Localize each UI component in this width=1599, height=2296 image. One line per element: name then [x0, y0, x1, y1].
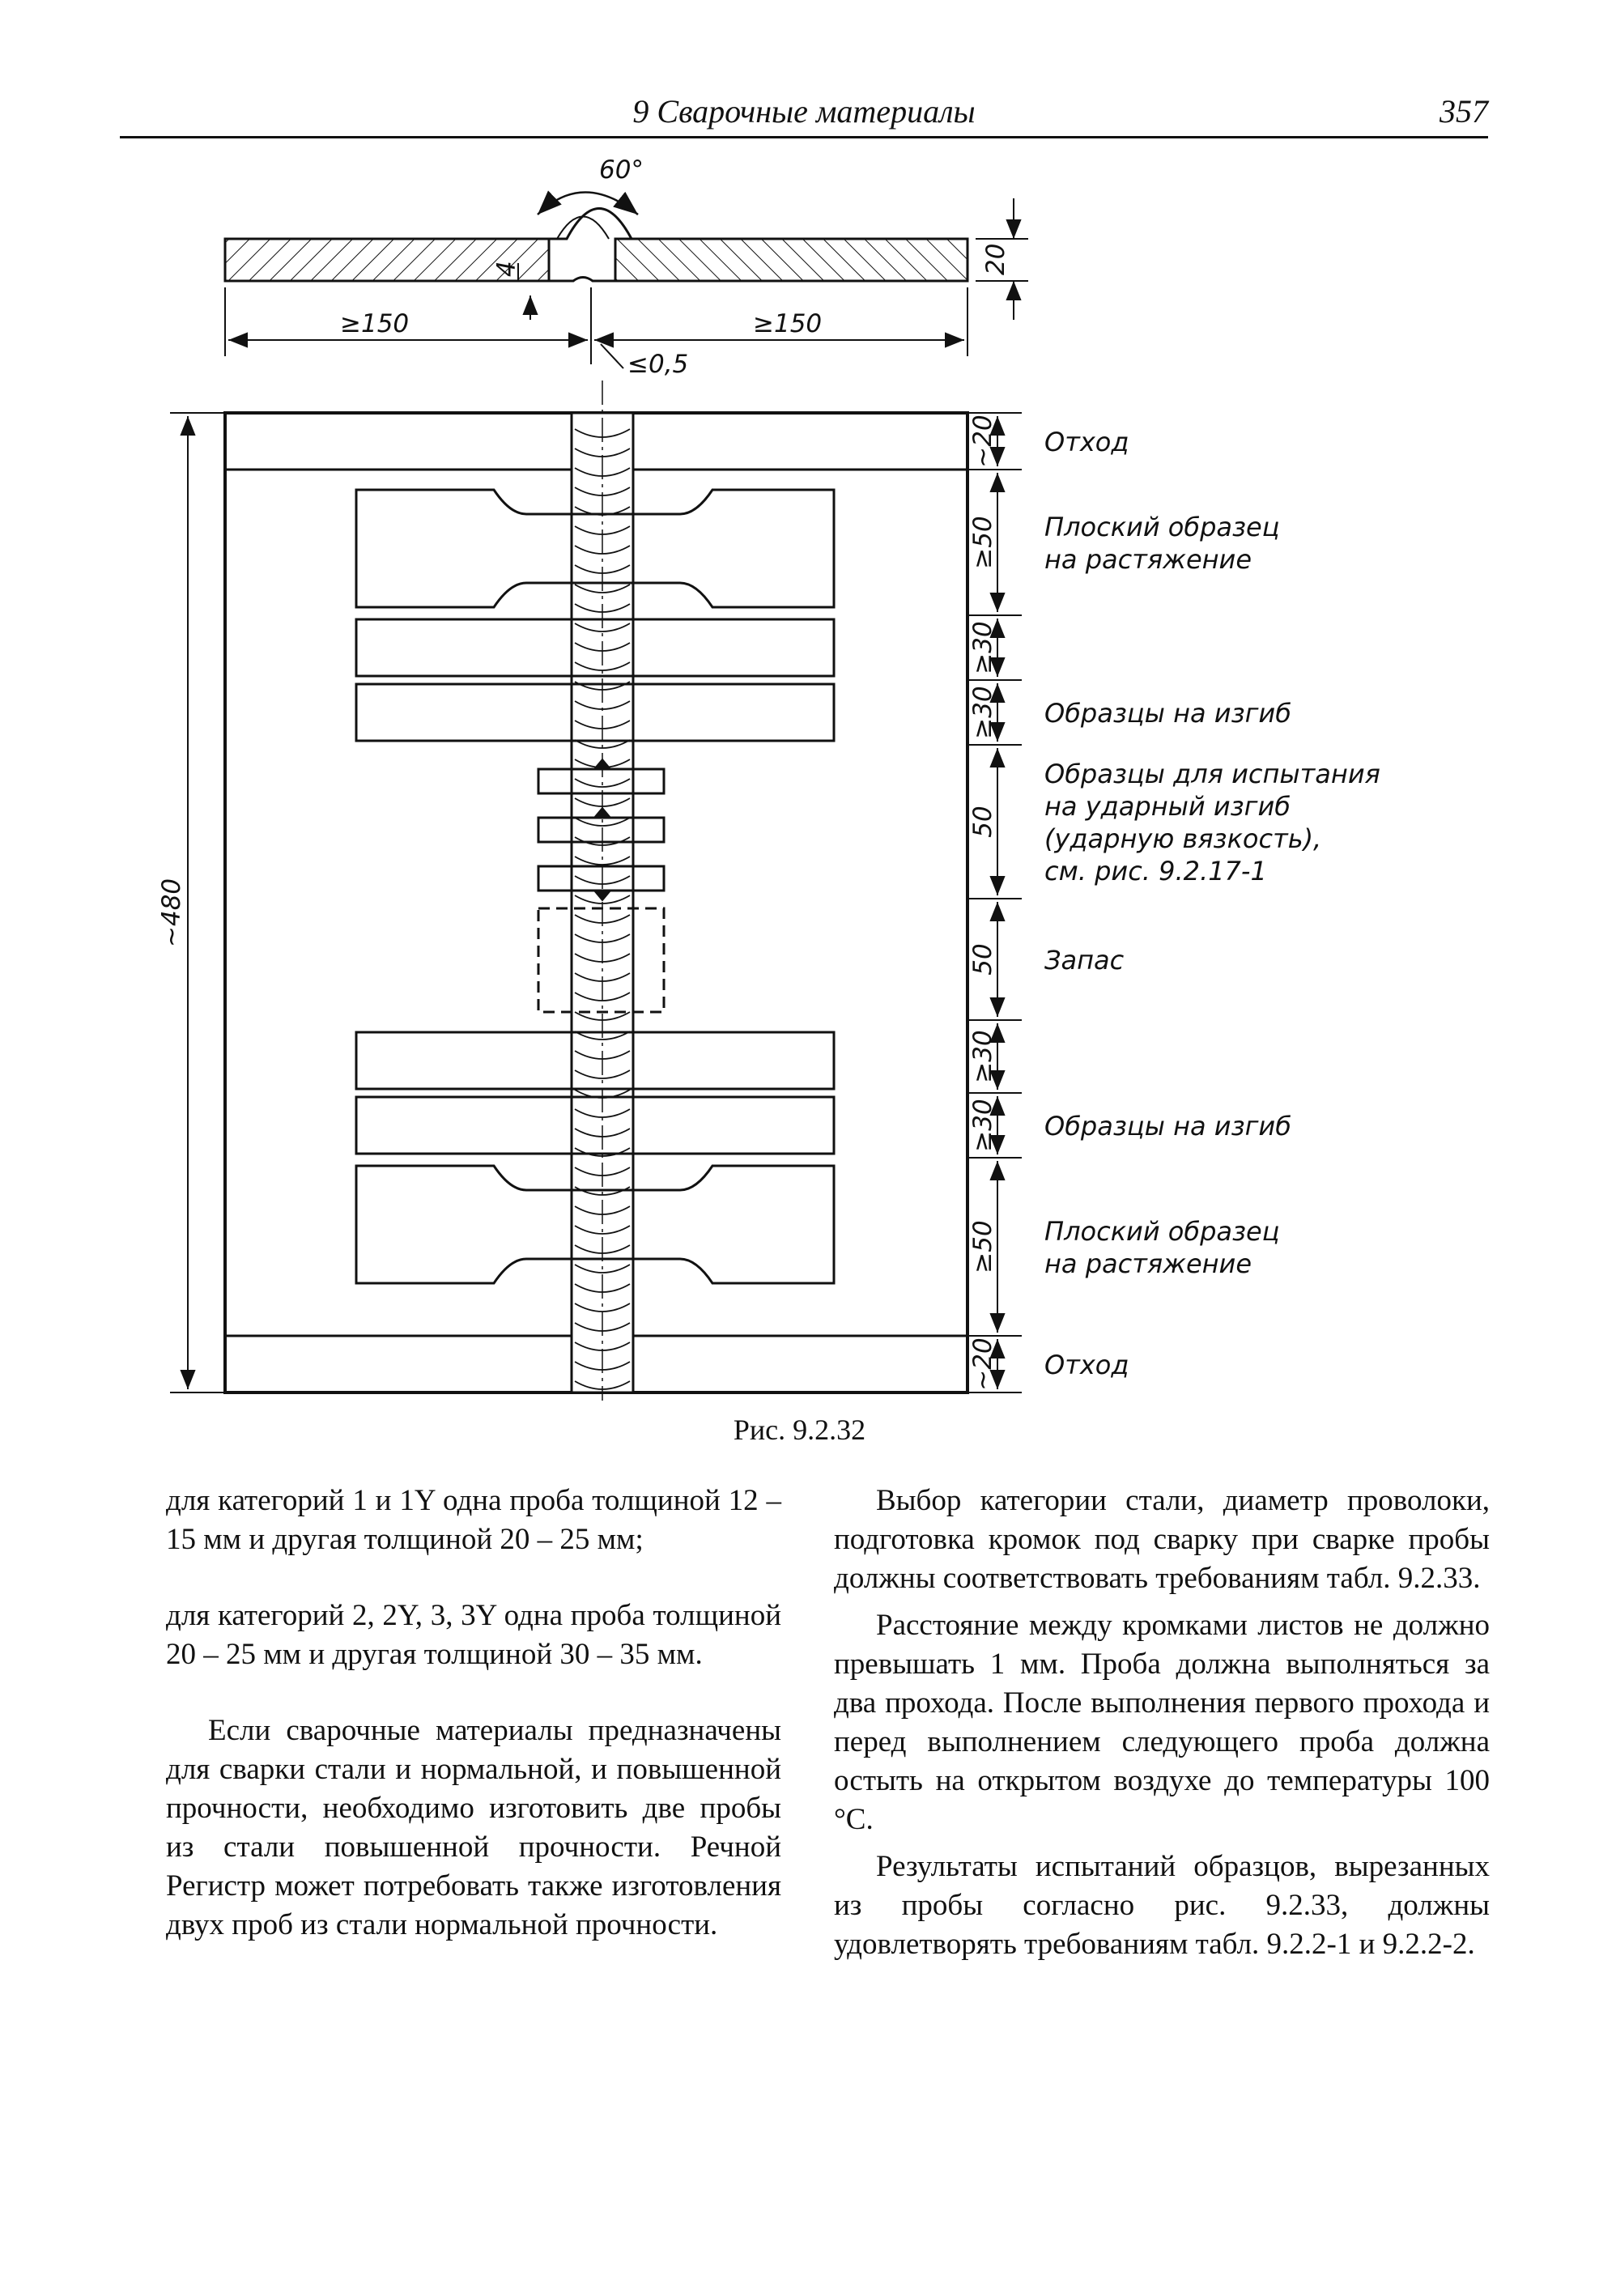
right-column	[834, 1482, 1490, 1972]
paragraph: Если сварочные материалы предназначены для сварки стали и нормальной, и повышенной прочности, необходимо изготовить две пробы из стали повышенной прочности. Речной Регистр может потребовать также изготовления двух проб из стали нормальной прочности.	[166, 1714, 781, 1941]
section-label: Образцы для испытания	[1044, 759, 1380, 789]
section-dimensions	[967, 413, 1380, 1392]
section-label: Отход	[1044, 1350, 1129, 1380]
section-label: Отход	[1044, 427, 1129, 457]
section-dimension-label: ≥30	[968, 1099, 997, 1152]
angle-label: 60°	[599, 155, 644, 185]
section-dimension-label: ≥30	[968, 686, 997, 739]
figure-9-2-32	[0, 138, 1599, 1401]
paragraph: для категорий 2, 2Y, 3, 3Y одна проба толщиной 20 – 25 мм и другая толщиной 30 – 35 мм.	[166, 1599, 781, 1671]
section-label: см. рис. 9.2.17-1	[1044, 856, 1267, 887]
section-label: (ударную вязкость),	[1044, 823, 1322, 854]
total-length-label: ~480	[157, 878, 186, 947]
section-label: Плоский образец	[1044, 1216, 1280, 1247]
page-number: 357	[1440, 93, 1488, 130]
section-dimension-label: ≥50	[968, 516, 997, 569]
overall-length-dimension	[157, 413, 225, 1392]
left-length-label: ≥150	[340, 309, 410, 338]
section-label: на ударный изгиб	[1044, 791, 1291, 822]
paragraph: для категорий 1 и 1Y одна проба толщиной 12 – 15 мм и другая толщиной 20 – 25 мм;	[166, 1484, 781, 1556]
section-label: Запас	[1044, 945, 1125, 976]
chapter-title: 9 Сварочные материалы	[632, 93, 976, 130]
joint-cross-section	[225, 155, 1028, 379]
section-label: Образцы на изгиб	[1044, 698, 1291, 729]
right-length-label: ≥150	[753, 309, 823, 338]
paragraph: Результаты испытаний образцов, вырезанных из пробы согласно рис. 9.2.33, должны удовлетворять требованиям табл. 9.2.2-1 и 9.2.2-2.	[834, 1850, 1490, 1961]
gap-label: ≤0,5	[627, 350, 689, 379]
section-label: на растяжение	[1044, 1248, 1252, 1279]
section-dimension-label: ≥30	[968, 1030, 997, 1083]
left-column	[166, 1482, 781, 1982]
thickness-label: 20	[981, 243, 1010, 275]
running-header	[120, 86, 1488, 138]
plate-plan-view	[225, 381, 967, 1401]
section-dimension-label: ~20	[968, 1337, 997, 1391]
section-label: Плоский образец	[1044, 512, 1280, 542]
section-dimension-label: ≥30	[968, 621, 997, 674]
section-dimension-label: 50	[968, 943, 997, 976]
figure-caption: Рис. 9.2.32	[733, 1414, 866, 1446]
paragraph: Выбор категории стали, диаметр проволоки, подготовка кромок под сварку при сварке пробы должны соответствовать требованиям табл. 9.2.33.	[834, 1484, 1490, 1595]
section-label: Образцы на изгиб	[1044, 1111, 1291, 1142]
root-label: 4	[492, 261, 521, 277]
section-dimension-label: 50	[968, 806, 997, 838]
weld-sample-drawing	[0, 138, 1599, 1401]
paragraph: Расстояние между кромками листов не должно превышать 1 мм. Проба должна выполняться за два прохода. После выполнения первого прохода и перед выполнением следующего проба должна остыть на открытом воздухе до температуры 100 °С.	[834, 1609, 1490, 1836]
section-label: на растяжение	[1044, 544, 1252, 575]
section-dimension-label: ≥50	[968, 1220, 997, 1273]
section-dimension-label: ~20	[968, 415, 997, 468]
